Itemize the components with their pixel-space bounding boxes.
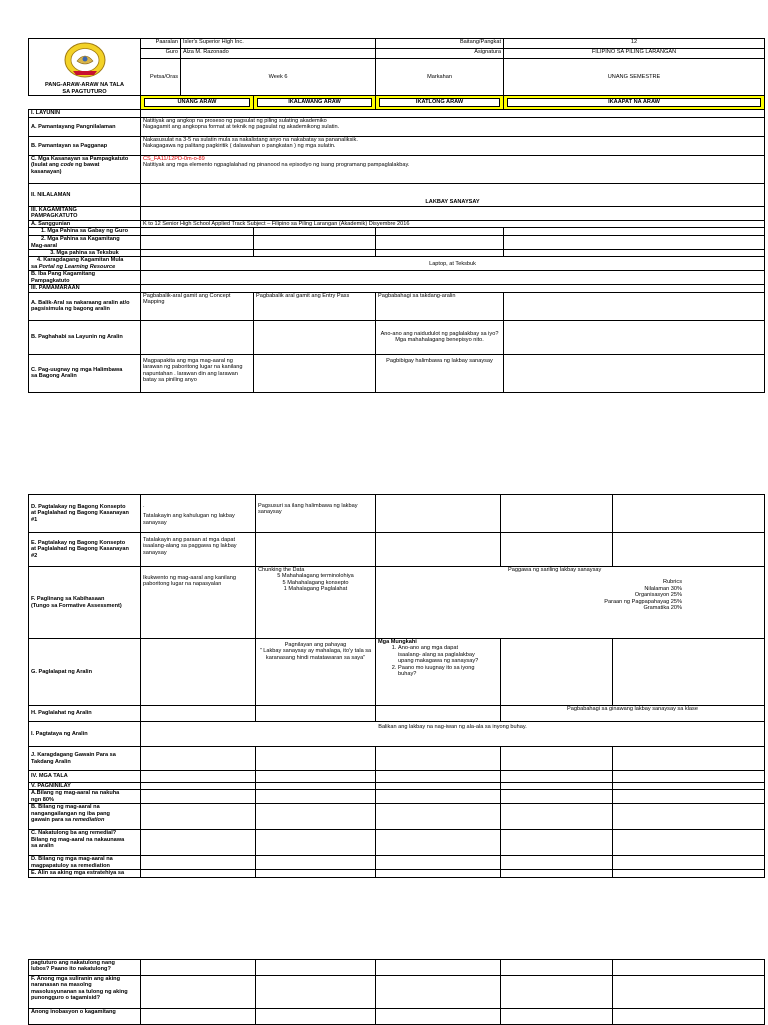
gabay-guro-label: 1. Mga Pahina sa Gabay ng Guro (29, 228, 141, 236)
reflection-b-label: B. Bilang ng mag-aaral na nangangailangan ng iba pang gawain para sa remediation (29, 804, 141, 830)
pamantayang-pangnilalaman-label: A. Pamantayang Pangnilalaman (29, 117, 141, 136)
lesson-plan-page-1 (28, 38, 765, 393)
title-line-2: SA PAGTUTURO (62, 88, 107, 95)
paghahabi-day3: Ano-ano ang naidudulot ng paglalakbay sa iyo? Mga mahahalagang benepisyo nito. (376, 320, 504, 354)
pagtataya-text: Balikan ang lakbay na nag-iwan ng ala-ala sa inyong buhay. (141, 722, 765, 747)
pamantayan-pagganap-text: Nakasusulat na 3-5 na sulatin mula sa nakalistang anyo na nakabatay sa pananaliksik. Nakagagawa ng palitang pagkiritik ( dalawahan o pangkatan ) ng mga sulatin. (141, 136, 765, 155)
sanggunian-label: A. Sanggunian (29, 220, 141, 227)
paglalapat-day2: Pagnilayan ang pahayag “ Lakbay sanaysay ay mahalaga, ito’y tala sa karanasang hindi matatawaran sa saya” (256, 639, 376, 706)
pagtalakay-1-day1: . Tatalakayin ang kahulugan ng lakbay sanaysay (141, 495, 256, 533)
balik-aral-day1: Pagbabalik-aral gamit ang Concept Mapping (141, 292, 254, 320)
balik-aral-day2: Pagbabalik aral gamit ang Entry Pass (254, 292, 376, 320)
pamamaraan-heading: III. PAMAMARAAN (29, 285, 141, 292)
petsa-label: Petsa/Oras (141, 58, 181, 96)
kagamitang-magaaral-label: 2. Mga Pahina sa Kagamitang Mag-aaral (29, 236, 141, 250)
paglalahat-label: H. Paglalahat ng Aralin (29, 706, 141, 722)
baitang-label: Baitang/Pangkat (376, 39, 504, 49)
asignatura-label: Asignatura (376, 48, 504, 58)
nilalaman-label: II. NILALAMAN (29, 183, 141, 206)
reflection-c-label: C. Nakatulong ba ang remedial? Bilang ng mag-aaral na nakaunawa sa aralin (29, 830, 141, 856)
markahan-label: Markahan (376, 58, 504, 96)
day-header-2: IKALAWANG ARAW (254, 96, 376, 110)
paguugnay-day1: Magpapakita ang mga mag-aaral ng larawan ng paboritong lugar na kanilang napuntahan . larawan din ang larawan batay sa piniling anyo (141, 354, 254, 392)
lesson-plan-page-2 (28, 494, 765, 878)
pagtalakay-2-label: E. Pagtalakay ng Bagong Konsepto at Paglalahad ng Bagong Kasanayan #2 (29, 533, 141, 567)
paguugnay-label: C. Pag-uugnay ng mga Halimbawa sa Bagong Aralin (29, 354, 141, 392)
day-header-3: IKATLONG ARAW (376, 96, 504, 110)
pamantayang-pangnilalaman-text: Natitiyak ang angkop na proseso ng pagsulat ng piling sulating akademiko Nagagamit ang angkopna format at teknik ng pagsulat ng akademikong sulatin. (141, 117, 765, 136)
paglinang-label: F. Paglinang sa Kabihasaan (Tungo sa Formative Assessment) (29, 567, 141, 639)
title-line-1: PANG-ARAW-ARAW NA TALA (44, 82, 124, 89)
teksbuk-label: 3. Mga pahina sa Teksbuk (29, 250, 141, 257)
baitang-value: 12 (504, 39, 765, 49)
guro-label: Guro (141, 48, 181, 58)
day-header-4: IKAAPAT NA ARAW (504, 96, 765, 110)
kagamitan-blank (141, 206, 765, 220)
paguugnay-day3: Pagbibigay halimbawa ng lakbay sanaysay (376, 354, 504, 392)
school-seal-logo (63, 41, 107, 79)
pagtalakay-2-day1: Tatalakayin ang paraan at mga dapat isaalang-alang sa paggawa ng lakbay sanaysay (141, 533, 256, 567)
pagninilay-heading: V. PAGNINILAY (29, 783, 141, 790)
reflection-e-label: E. Alin sa aking mga estratehiya sa (29, 870, 141, 878)
paglalapat-day3: Mga Mungkahi 1. Ano-ano ang mga dapat isaalang- alang sa paglalakbay upang makagawa ng sanaysay? 2. Paano mo iuugnay ito sa iyong buhay? (376, 639, 501, 706)
day-header-1: UNANG ARAW (141, 96, 254, 110)
kagamitan-label: III. KAGAMITANG PAMPAGKATUTO (29, 206, 141, 220)
layunin-heading: I. LAYUNIN (29, 110, 141, 117)
pamantayan-pagganap-label: B. Pamantayan sa Pagganap (29, 136, 141, 155)
mga-tala-heading: IV. MGA TALA (29, 771, 141, 783)
pagtataya-label: I. Pagtataya ng Aralin (29, 722, 141, 747)
asignatura-value: FILIPINO SA PILING LARANGAN (504, 48, 765, 58)
paglalapat-label: G. Paglalapat ng Aralin (29, 639, 141, 706)
markahan-value: UNANG SEMESTRE (504, 58, 765, 96)
balik-aral-label: A. Balik-Aral sa nakaraang aralin at/o pagsisimula ng bagong aralin (29, 292, 141, 320)
kasanayan-label: C. Mga Kasanayan sa Pampagkatuto (Isulat ang code ng bawat kasanayan) (29, 155, 141, 183)
reflection-e-continued: pagtuturo ang nakatulong nang lubos? Paano ito nakatulong? (29, 960, 141, 976)
reflection-f-label: F. Anong mga suliranin ang aking naranasan na masolng masolusyunanan sa tulong ng aking punongguro o tagamisid? (29, 976, 141, 1009)
header-logo-cell (29, 39, 141, 96)
paaralan-label: Paaralan (141, 39, 181, 49)
reflection-g-label: Anong inobasyon o kagamitang (29, 1009, 141, 1025)
karagdagang-kagamitan-label: 4. Karagdagang Kagamitan Mula sa Portal ng Learning Resource (29, 257, 141, 271)
petsa-value: Week 6 (181, 58, 376, 96)
paglinang-day3-4: Paggawa ng sariling lakbay sanaysay Rubrics Nilalaman 30% Organisasyon 25% Paraan ng Pagpapahayag 25% Gramatika 20% (376, 567, 765, 639)
karagdagang-gawain-label: J. Karagdagang Gawain Para sa Takdang Aralin (29, 747, 141, 771)
guro-value: Alza M. Razonado (181, 48, 376, 58)
iba-pang-kagamitan-label: B. Iba Pang Kagamitang Pampagkatuto (29, 271, 141, 285)
lesson-plan-page-3 (28, 959, 765, 1025)
layunin-blank (141, 110, 765, 117)
paaralan-value: Isler's Superior High Inc. (181, 39, 376, 49)
pagtalakay-1-label: D. Pagtalakay ng Bagong Konsepto at Paglalahad ng Bagong Kasanayan #1 (29, 495, 141, 533)
reflection-d-label: D. Bilang ng mga mag-aaral na magpapatuloy sa remediation (29, 856, 141, 870)
kasanayan-text: CS_FA11/12PD-0m-o-89 Natitiyak ang mga elemento ngpaglalahad ng pinanood na episodyo ng isang programang pampaglalakbay. (141, 155, 765, 183)
paghahabi-label: B. Paghahabi sa Layunin ng Aralin (29, 320, 141, 354)
document-title (31, 82, 138, 95)
pagtalakay-1-day2: Pagsusuri sa ilang halimbawa ng lakbay sanaysay (256, 495, 376, 533)
karagdagang-kagamitan-value: Laptop, at Teksbuk (141, 257, 765, 271)
paglinang-day2: Chunking the Data 5 Mahahalagang terminolohiya 5 Mahahalagang konsepto 1 Mahalagang Paglalahat (256, 567, 376, 639)
kasanayan-code: CS_FA11/12PD-0m-o-89 (143, 155, 205, 162)
blank-cell (29, 96, 141, 110)
sanggunian-value: K to 12 Senior High School Applied Track Subject – Filipino sa Piling Larangan (Akademik) Disyembre 2016 (141, 220, 765, 227)
reflection-a-label: A.Bilang ng mag-aaral na nakuha ngn 80% (29, 790, 141, 804)
nilalaman-value: LAKBAY SANAYSAY (141, 183, 765, 206)
paglinang-day1: Ikukwento ng mag-aaral ang kanilang paboritong lugar na napasyalan (141, 567, 256, 639)
paglalahat-day4: Pagbabahagi sa ginawang lakbay sanaysay sa klase (501, 706, 765, 722)
balik-aral-day3: Pagbabahagi sa takdang-aralin (376, 292, 504, 320)
